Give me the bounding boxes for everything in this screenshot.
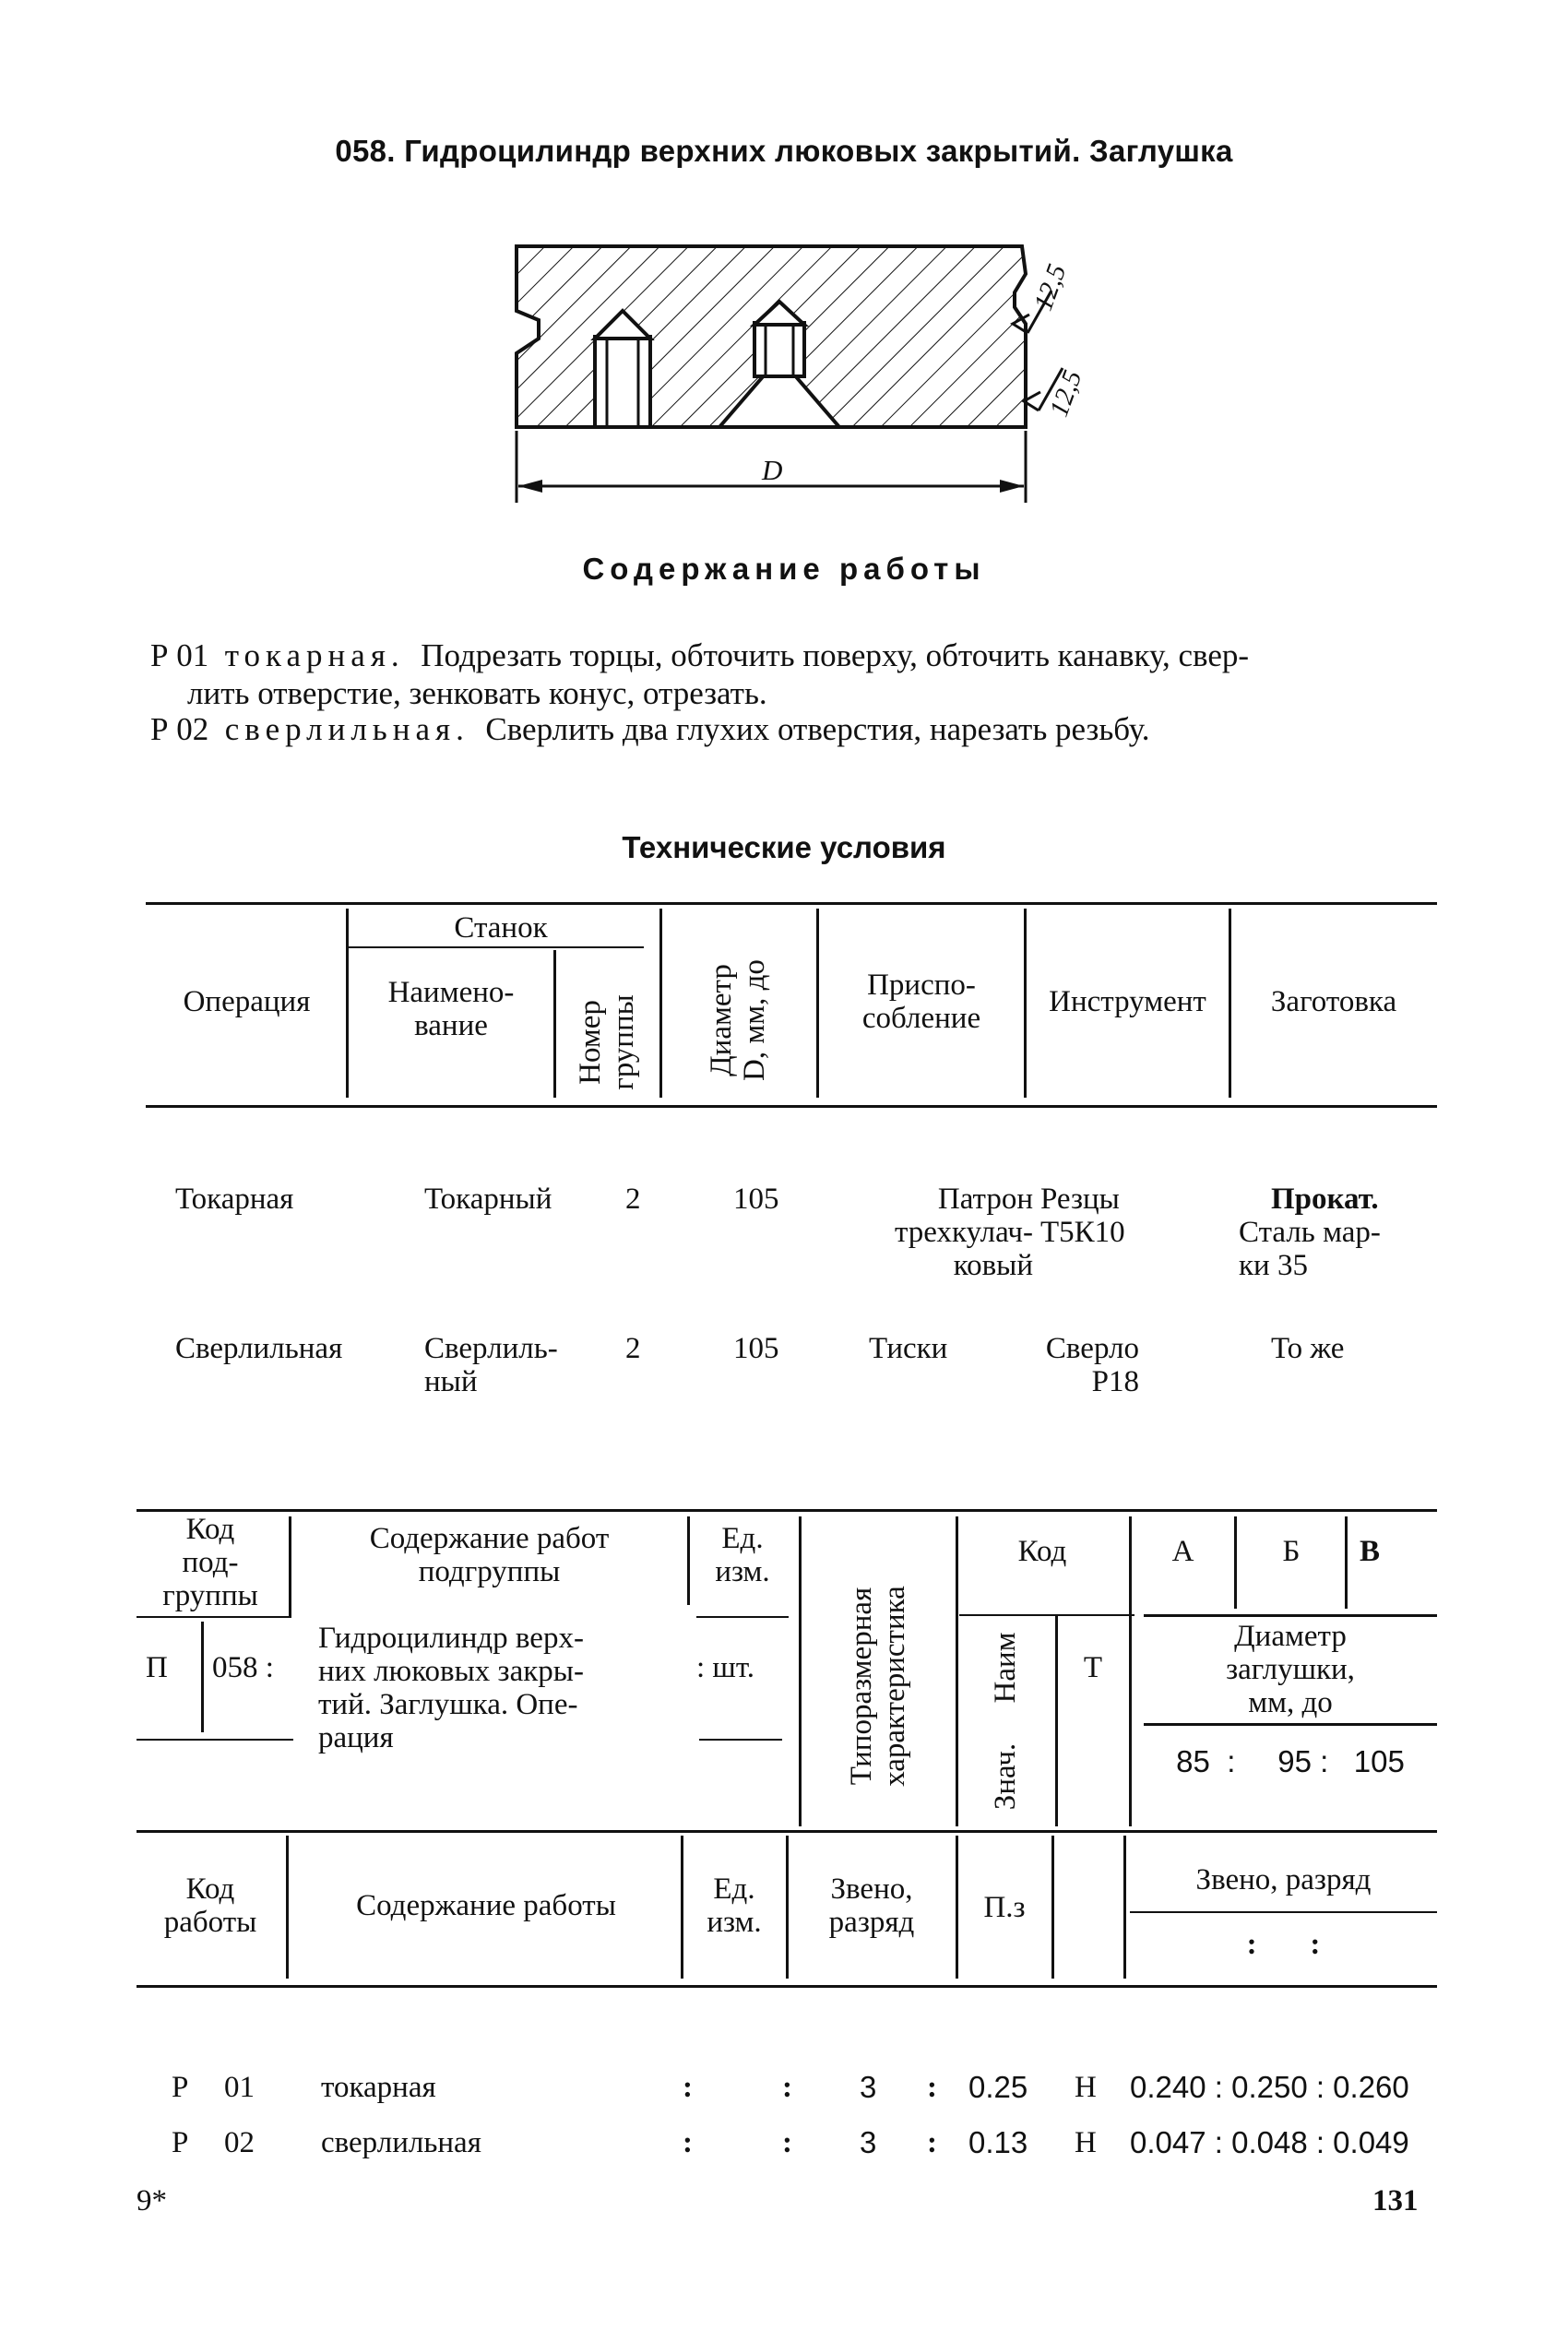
- header-tool: Инструмент: [1049, 985, 1206, 1018]
- p-code: 058 :: [212, 1651, 274, 1684]
- norm-row2-colon2: :: [782, 2126, 792, 2159]
- header-type-characteristic: Типоразмерная характеристика: [845, 1586, 911, 1787]
- tech-conditions-heading: Технические условия: [622, 830, 946, 864]
- row2-tool: Сверло Р18: [1045, 1332, 1139, 1398]
- op2-code: Р 02: [150, 711, 209, 747]
- header-machine: Станок: [454, 911, 548, 945]
- row2-machine: Сверлиль- ный: [424, 1332, 558, 1398]
- row1-operation: Токарная: [175, 1183, 294, 1216]
- page-number: 131: [1372, 2184, 1419, 2217]
- norm-row2-pz: 0.13: [968, 2125, 1028, 2159]
- norm-row1-values: 0.240 : 0.250 : 0.260: [1130, 2070, 1409, 2104]
- left-hole: [595, 337, 650, 427]
- row2-operation: Сверлильная: [175, 1332, 343, 1365]
- norm-row2-code: 02: [224, 2126, 255, 2159]
- row1-fixture: Патрон трехкулач- ковый: [894, 1183, 1033, 1282]
- operation-p01: [150, 636, 1442, 674]
- header-group-number: Номер группы: [574, 994, 640, 1090]
- norm-row1-p: Р: [172, 2071, 189, 2104]
- norm-row2-values: 0.047 : 0.048 : 0.049: [1130, 2125, 1409, 2159]
- roughness-value-1: 12,5: [1028, 260, 1073, 315]
- norm-row1-pz: 0.25: [968, 2070, 1028, 2104]
- norm-row2-link: 3: [860, 2125, 877, 2159]
- header-unit-2: Ед. изм.: [707, 1872, 762, 1939]
- header-colons: : :: [1246, 1928, 1321, 1961]
- op1-text-line2: лить отверстие, зенковать конус, отрезать.: [187, 675, 767, 711]
- page-title: 058. Гидроцилиндр верхних люковых закрытий. Заглушка: [335, 134, 1233, 168]
- header-pz: П.з: [983, 1891, 1026, 1924]
- header-work-code: Код работы: [163, 1872, 257, 1939]
- op1-code: Р 01: [150, 637, 209, 673]
- diameter-caption: Диаметр заглушки, мм, до: [1226, 1620, 1355, 1719]
- header-link: Звено, разряд: [828, 1872, 915, 1939]
- op2-text: Сверлить два глухих отверстия, нарезать резьбу.: [485, 711, 1150, 747]
- center-hole: [754, 323, 804, 376]
- row1-blank-line2: Сталь мар- ки 35: [1239, 1216, 1381, 1282]
- norm-row2-colon1: :: [683, 2126, 693, 2159]
- naim-label: Наим: [989, 1632, 1022, 1704]
- header-unit: Ед. изм.: [715, 1522, 770, 1588]
- norm-row1-link: 3: [860, 2070, 877, 2104]
- row1-blank-line1: Прокат.: [1271, 1183, 1379, 1216]
- row1-diameter: 105: [733, 1183, 779, 1216]
- header-blank: Заготовка: [1270, 985, 1397, 1018]
- header-link-2: Звено, разряд: [1195, 1863, 1372, 1896]
- row2-fixture: Тиски: [869, 1332, 948, 1365]
- header-subgroup-content: Содержание работ подгруппы: [369, 1522, 610, 1588]
- op2-name: сверлильная.: [224, 711, 469, 747]
- norm-row1-code: 01: [224, 2071, 255, 2104]
- operation-p02: [150, 710, 1442, 748]
- norm-row1-h: Н: [1075, 2071, 1097, 2104]
- row1-group: 2: [625, 1183, 641, 1216]
- norm-row1-colon1: :: [683, 2071, 693, 2104]
- row1-tool: Резцы Т5К10: [1040, 1183, 1125, 1249]
- header-work-content: Содержание работы: [356, 1889, 616, 1922]
- header-operation: Операция: [183, 985, 311, 1018]
- header-subgroup-code: Код под- группы: [162, 1513, 258, 1612]
- row2-group: 2: [625, 1332, 641, 1365]
- znach-label: Знач.: [989, 1742, 1022, 1811]
- header-col-b: Б: [1282, 1535, 1301, 1568]
- norm-row2-colon3: :: [927, 2126, 937, 2159]
- header-diameter: Диаметр D, мм, до: [705, 959, 771, 1081]
- norm-row1-name: токарная: [321, 2071, 436, 2104]
- norm-row2-h: Н: [1075, 2126, 1097, 2159]
- row2-blank: То же: [1271, 1332, 1345, 1365]
- header-machine-name: Наимено- вание: [387, 976, 515, 1042]
- norm-row1-colon3: :: [927, 2071, 937, 2104]
- subgroup-text: Гидроцилиндр верх- них люковых закры- тий. Заглушка. Опе- рация: [318, 1622, 584, 1754]
- op1-text-line1: Подрезать торцы, обточить поверху, обточить канавку, свер-: [421, 637, 1250, 673]
- diameter-values: 85 : 95 : 105: [1176, 1744, 1405, 1778]
- footer-signature: 9*: [137, 2184, 167, 2217]
- unit-value: : шт.: [696, 1651, 755, 1684]
- header-col-v: В: [1359, 1535, 1380, 1568]
- row1-machine: Токарный: [424, 1183, 552, 1216]
- dimension-label: D: [762, 454, 783, 486]
- row2-diameter: 105: [733, 1332, 779, 1365]
- header-code: Код: [1017, 1535, 1067, 1568]
- norm-row2-name: сверлильная: [321, 2126, 481, 2159]
- norm-row1-colon2: :: [782, 2071, 792, 2104]
- header-col-a: А: [1171, 1535, 1194, 1568]
- norm-row2-p: Р: [172, 2126, 189, 2159]
- t-label: Т: [1083, 1651, 1103, 1684]
- op1-name: токарная.: [224, 637, 405, 673]
- roughness-value-2: 12,5: [1044, 366, 1088, 421]
- header-fixture: Приспо- собление: [861, 969, 981, 1035]
- p-label: П: [146, 1651, 168, 1684]
- part-drawing: [498, 235, 1107, 521]
- work-content-heading: Содержание работы: [582, 552, 986, 586]
